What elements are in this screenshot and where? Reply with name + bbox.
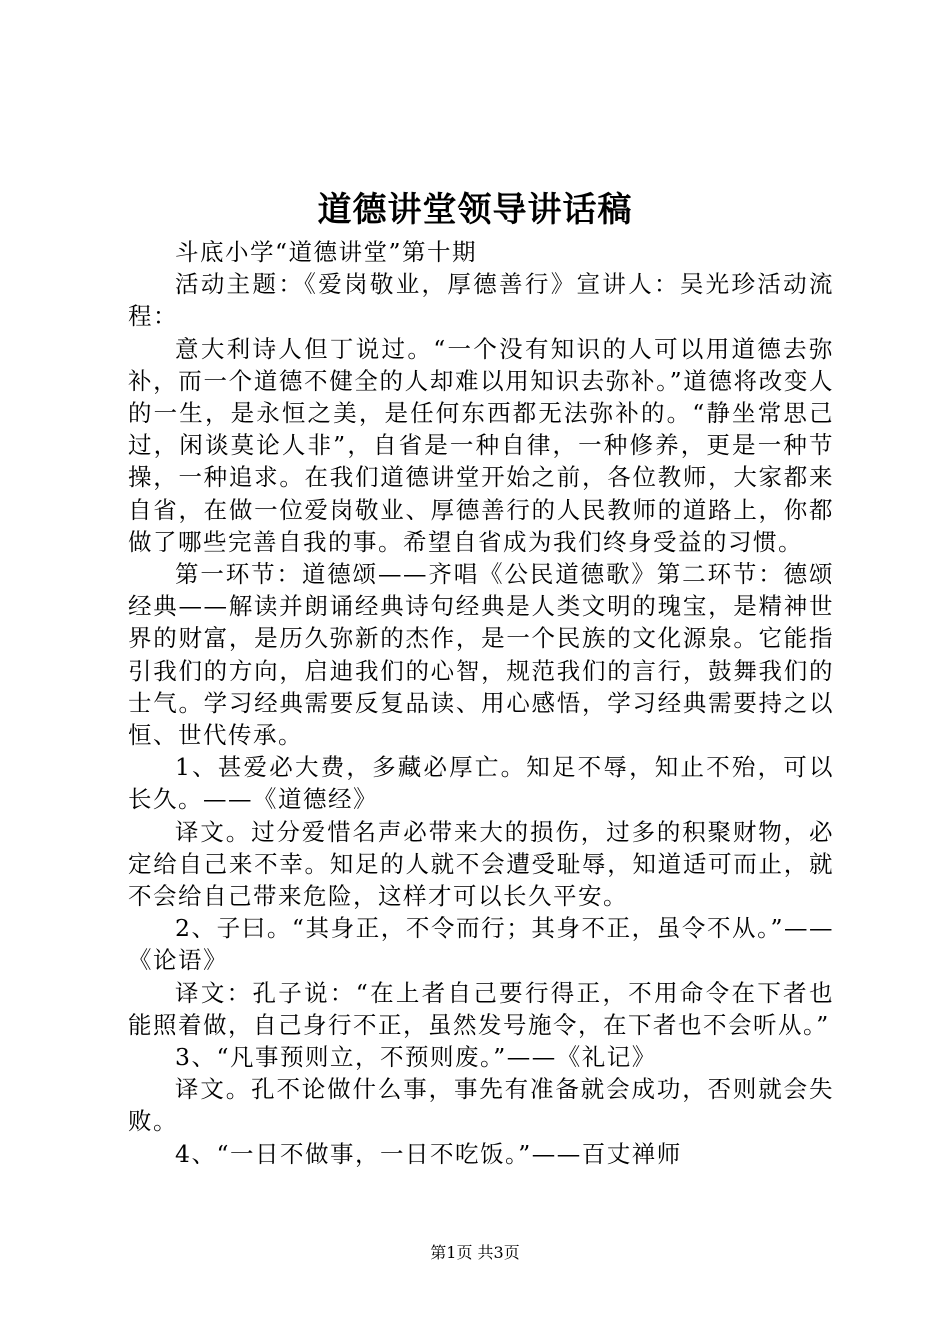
paragraph: 意大利诗人但丁说过。“一个没有知识的人可以用道德去弥补，而一个道德不健全的人却难以用知识去弥补。”道德将改变人的一生，是永恒之美，是任何东西都无法弥补的。“静坐常思己过，闲谈莫论人非”，自省是一种自律，一种修养，更是一种节操，一种追求。在我们道德讲堂开始之前，各位教师，大家都来自省，在做一位爱岗敬业、厚德善行的人民教师的道路上，你都做了哪些完善自我的事。希望自省成为我们终身受益的习惯。 [128, 334, 834, 556]
document-body [128, 236, 834, 1170]
paragraph: 斗底小学“道德讲堂”第十期 [175, 238, 478, 266]
page-footer: 第1页 共3页 [430, 1243, 520, 1262]
paragraph: 活动主题：《爱岗敬业，厚德善行》宣讲人：吴光珍活动流程： [128, 270, 834, 331]
paragraph: 2、子曰。“其身正，不令而行；其身不正，虽令不从。”——《论语》 [128, 914, 834, 975]
paragraph: 第一环节：道德颂——齐唱《公民道德歌》第二环节：德颂经典——解读并朗诵经典诗句经典是人类文明的瑰宝，是精神世界的财富，是历久弥新的杰作，是一个民族的文化源泉。它能指引我们的方向，启迪我们的心智，规范我们的言行，鼓舞我们的士气。学习经典需要反复品读、用心感悟，学习经典需要持之以恒、世代传承。 [128, 560, 834, 750]
paragraph: 译文：孔子说：“在上者自己要行得正，不用命令在下者也能照着做，自己身行不正，虽然发号施令，在下者也不会听从。” [128, 978, 834, 1039]
paragraph: 4、“一日不做事，一日不吃饭。”——百丈禅师 [175, 1139, 682, 1168]
paragraph: 译文。过分爱惜名声必带来大的损伤，过多的积聚财物，必定给自己来不幸。知足的人就不会遭受耻辱，知道适可而止，就不会给自己带来危险，这样才可以长久平安。 [128, 817, 834, 911]
paragraph: 译文。孔不论做什么事，事先有准备就会成功，否则就会失败。 [128, 1075, 834, 1136]
document-title: 道德讲堂领导讲话稿 [317, 190, 633, 230]
paragraph: 1、甚爱必大费，多藏必厚亡。知足不辱，知止不殆，可以长久。——《道德经》 [128, 753, 834, 814]
paragraph: 3、“凡事预则立，不预则废。”——《礼记》 [175, 1043, 657, 1072]
